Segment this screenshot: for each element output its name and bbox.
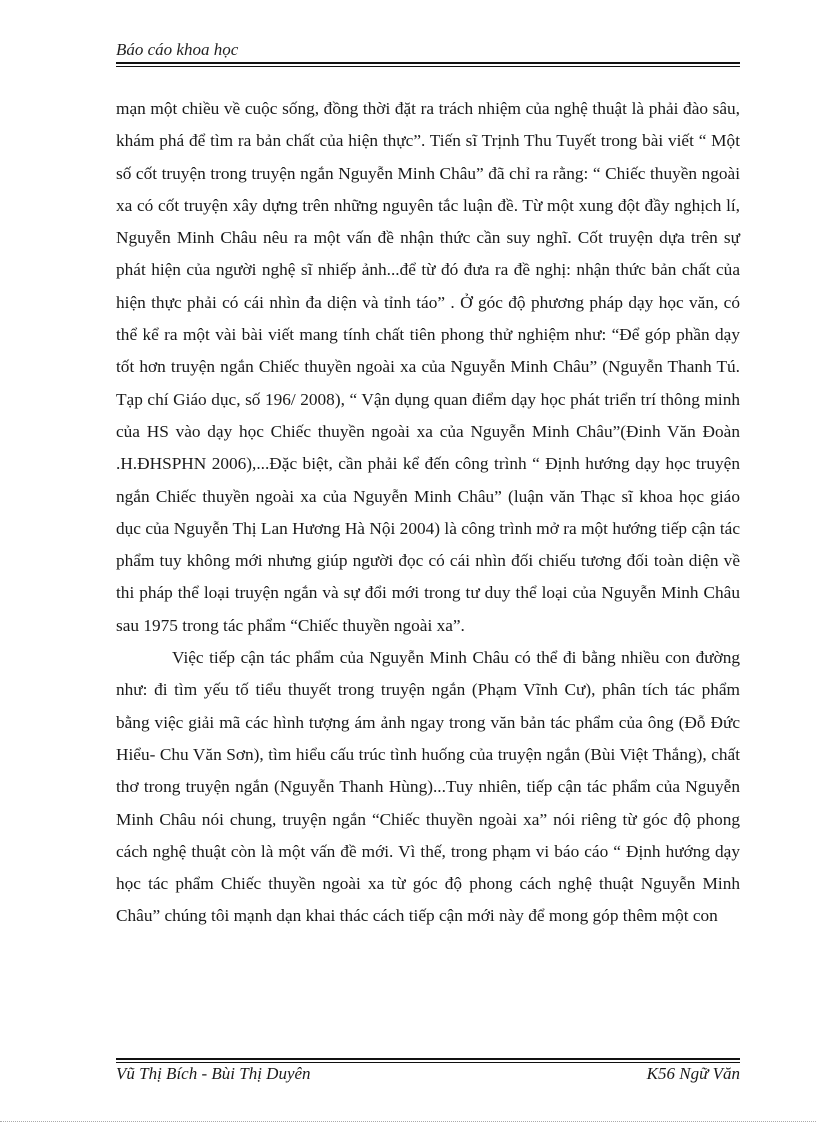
footer-class: K56 Ngữ Văn: [646, 1064, 740, 1083]
footer-authors: Vũ Thị Bích - Bùi Thị Duyên: [116, 1064, 311, 1083]
header-title: Báo cáo khoa học: [116, 40, 239, 59]
paragraph-continued: mạn một chiều về cuộc sống, đồng thời đặt ra trách nhiệm của nghệ thuật là phải đào sâu, khám phá để tìm ra bản chất của hiện thực”. Tiến sĩ Trịnh Thu Tuyết trong bài viết “ Một số cốt truyện trong truyện ngắn Nguyễn Minh Châu” đã chỉ ra rằng: “ Chiếc thuyền ngoài xa có cốt truyện xây dựng trên những nguyên tắc luận đề. Từ một xung đột đầy nghịch lí, Nguyễn Minh Châu nêu ra một vấn đề nhận thức cần suy nghĩ. Cốt truyện dựa trên sự phát hiện của người nghệ sĩ nhiếp ảnh...để từ đó đưa ra đề nghị: nhận thức bản chất của hiện thực phải có cái nhìn đa diện và tỉnh táo” . Ở góc độ phương pháp dạy học văn, có thể kể ra một vài bài viết mang tính chất tiên phong thử nghiệm như: “Để góp phần dạy tốt hơn truyện ngắn Chiếc thuyền ngoài xa của Nguyễn Minh Châu” (Nguyễn Thanh Tú. Tạp chí Giáo dục, số 196/ 2008), “ Vận dụng quan điểm dạy học phát triển trí thông minh của HS vào dạy học Chiếc thuyền ngoài xa của Nguyễn Minh Châu”(Đinh Văn Đoàn .H.ĐHSPHN 2006),...Đặc biệt, cần phải kể đến công trình “ Định hướng dạy học truyện ngắn Chiếc thuyền ngoài xa của Nguyễn Minh Châu” (luận văn Thạc sĩ khoa học giáo dục của Nguyễn Thị Lan Hương Hà Nội 2004) là công trình mở ra một hướng tiếp cận tác phẩm tuy không mới nhưng giúp người đọc có cái nhìn đối chiếu tương đối toàn diện về thi pháp thể loại truyện ngắn và sự đổi mới trong tư duy thể loại của Nguyễn Minh Châu sau 1975 trong tác phẩm “Chiếc thuyền ngoài xa”.: [116, 99, 740, 635]
footer-rule-thick: [116, 1058, 740, 1060]
paragraph-new: Việc tiếp cận tác phẩm của Nguyễn Minh Châu có thể đi bằng nhiều con đường như: đi tìm yếu tố tiểu thuyết trong truyện ngắn (Phạm Vĩnh Cư), phân tích tác phẩm bằng việc giải mã các hình tượng ám ảnh ngay trong văn bản tác phẩm của ông (Đỗ Đức Hiểu- Chu Văn Sơn), tìm hiểu cấu trúc tình huống của truyện ngắn (Bùi Việt Thắng), chất thơ trong truyện ngắn (Nguyễn Thanh Hùng)...Tuy nhiên, tiếp cận tác phẩm của Nguyễn Minh Châu nói chung, truyện ngắn “Chiếc thuyền ngoài xa” nói riêng từ góc độ phong cách nghệ thuật còn là một vấn đề mới. Vì thế, trong phạm vi báo cáo “ Định hướng dạy học tác phẩm Chiếc thuyền ngoài xa từ góc độ phong cách nghệ thuật Nguyễn Minh Châu” chúng tôi mạnh dạn khai thác cách tiếp cận mới này để mong góp thêm một con: [116, 648, 740, 926]
footer-rule-thin: [116, 1062, 740, 1063]
header-rule-thick: [116, 62, 740, 64]
header-rule-thin: [116, 66, 740, 67]
body-text: [116, 93, 740, 933]
page-bottom-border: [0, 1121, 816, 1122]
